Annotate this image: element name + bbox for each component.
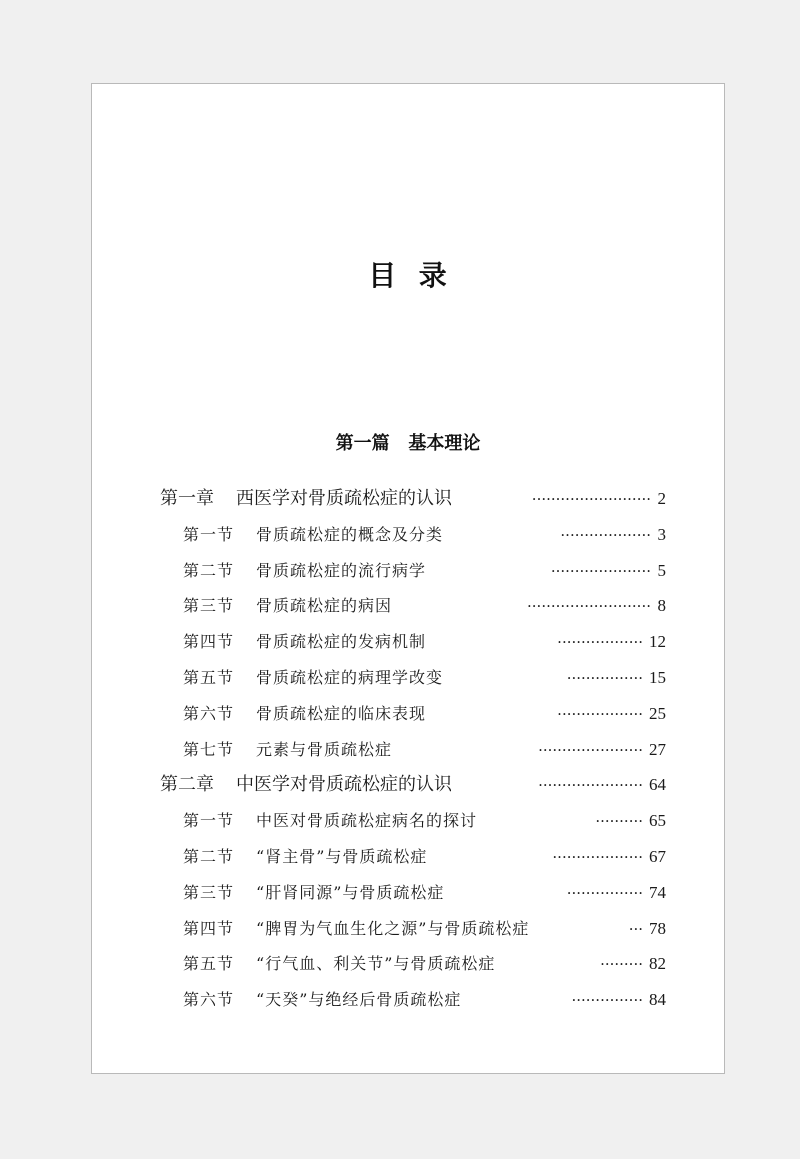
toc-entry-title: 骨质疏松症的概念及分类: [256, 524, 444, 544]
toc-entry-label: [160, 484, 452, 514]
toc-entry-number: 第五节: [183, 954, 235, 974]
toc-entry-title: “行气血、利关节”与骨质疏松症: [256, 954, 496, 974]
toc-page-number: 78: [649, 918, 666, 938]
toc-entry-label: [183, 985, 461, 1015]
toc-entry-label: [183, 949, 495, 979]
toc-page-number: 67: [649, 847, 666, 866]
toc-entry-label: [183, 663, 443, 693]
toc-leader-dots: ·········: [600, 955, 643, 974]
toc-leader-dots: ··························: [527, 597, 651, 616]
toc-entry-number: 第四节: [183, 632, 235, 652]
toc-entry-title: 西医学对骨质疏松症的认识: [236, 488, 452, 509]
toc-page-number: 84: [649, 990, 666, 1010]
toc-entry-label: [183, 878, 444, 908]
toc-entry-label: [183, 806, 477, 836]
toc-section-row: [183, 985, 666, 1015]
toc-leader-dots: ··········: [595, 812, 643, 831]
toc-entry-number: 第四节: [183, 918, 235, 938]
toc-entry-title: “脾胃为气血生化之源”与骨质疏松症: [256, 918, 530, 938]
toc-leader-dots: ···: [628, 919, 643, 938]
toc-entry-title: 骨质疏松症的发病机制: [256, 632, 427, 652]
toc-section-row: [183, 914, 666, 944]
toc-entry-label: [183, 699, 426, 729]
part-title: 第一篇 基本理论: [335, 433, 481, 454]
toc-entry-number: 第二节: [183, 847, 235, 866]
toc-leader-dots: ···················: [560, 525, 651, 544]
toc-entry-title: 元素与骨质疏松症: [256, 739, 393, 759]
toc-section-row: [183, 949, 666, 979]
book-page: [91, 83, 725, 1074]
toc-page-number: 74: [649, 882, 666, 902]
toc-section-row: [183, 591, 666, 621]
toc-entry-label: [183, 735, 392, 765]
toc-entry-title: 中医对骨质疏松症病名的探讨: [256, 811, 478, 831]
toc-entry-label: [183, 842, 427, 872]
toc-entry-label: [183, 627, 426, 657]
toc-chapter-row: [160, 770, 666, 800]
toc-page-number: 25: [649, 703, 666, 723]
toc-leader-dots: ······················: [538, 740, 643, 759]
toc-leader-dots: ···············: [571, 991, 643, 1010]
toc-leader-dots: ······················: [538, 776, 643, 795]
toc-section-row: [183, 663, 666, 693]
toc-section-row: [183, 842, 666, 872]
toc-section-row: [183, 520, 666, 550]
toc-page-number: 12: [649, 632, 666, 652]
toc-entry-number: 第六节: [183, 990, 235, 1010]
toc-entry-label: [183, 914, 529, 944]
toc-section-row: [183, 878, 666, 908]
toc-page-number: 65: [649, 811, 666, 831]
toc-entry-number: 第二章: [160, 774, 214, 796]
toc-entry-number: 第三节: [183, 882, 235, 902]
toc-entry-title: 中医学对骨质疏松症的认识: [236, 774, 452, 796]
toc-entry-title: “肝肾同源”与骨质疏松症: [256, 882, 445, 902]
toc-entry-title: “肾主骨”与骨质疏松症: [256, 847, 428, 866]
toc-section-row: [183, 556, 666, 586]
toc-entry-title: “天癸”与绝经后骨质疏松症: [256, 990, 462, 1010]
toc-page-number: 2: [657, 489, 666, 508]
toc-leader-dots: ················: [566, 883, 643, 902]
toc-entry-title: 骨质疏松症的流行病学: [256, 560, 427, 580]
toc-title: 目 录: [368, 259, 448, 292]
toc-chapter-row: [160, 484, 666, 514]
toc-entry-number: 第五节: [183, 668, 235, 687]
toc-page-number: 64: [649, 775, 666, 795]
toc-entry-number: 第一节: [183, 524, 235, 544]
toc-leader-dots: ··················: [557, 633, 643, 652]
toc-entry-label: [183, 520, 443, 550]
toc-section-row: [183, 735, 666, 765]
toc-entry-title: 骨质疏松症的病因: [256, 596, 393, 616]
toc-leader-dots: ··················: [557, 704, 643, 723]
toc-page-number: 8: [657, 596, 666, 616]
toc-entry-number: 第二节: [183, 560, 235, 580]
toc-leader-dots: ·························: [531, 490, 651, 508]
toc-section-row: [183, 627, 666, 657]
toc-entry-label: [183, 556, 426, 586]
toc-entry-number: 第七节: [183, 739, 235, 759]
toc-entry-title: 骨质疏松症的临床表现: [256, 703, 427, 723]
toc-page-number: 15: [649, 668, 666, 687]
toc-page-number: 82: [649, 954, 666, 974]
toc-page-number: 5: [657, 560, 666, 580]
toc-entry-number: 第一章: [160, 488, 214, 509]
toc-entry-number: 第一节: [183, 811, 235, 831]
toc-page-number: 3: [657, 524, 666, 544]
toc-section-row: [183, 699, 666, 729]
toc-leader-dots: ················: [566, 669, 643, 687]
toc-leader-dots: ···················: [552, 848, 643, 866]
toc-leader-dots: ·····················: [550, 561, 651, 580]
toc-section-row: [183, 806, 666, 836]
toc-entry-number: 第六节: [183, 703, 235, 723]
toc-entry-title: 骨质疏松症的病理学改变: [256, 668, 444, 687]
toc-entry-number: 第三节: [183, 596, 235, 616]
toc-entry-label: [183, 591, 392, 621]
toc-page-number: 27: [649, 739, 666, 759]
toc-entry-label: [160, 770, 452, 800]
